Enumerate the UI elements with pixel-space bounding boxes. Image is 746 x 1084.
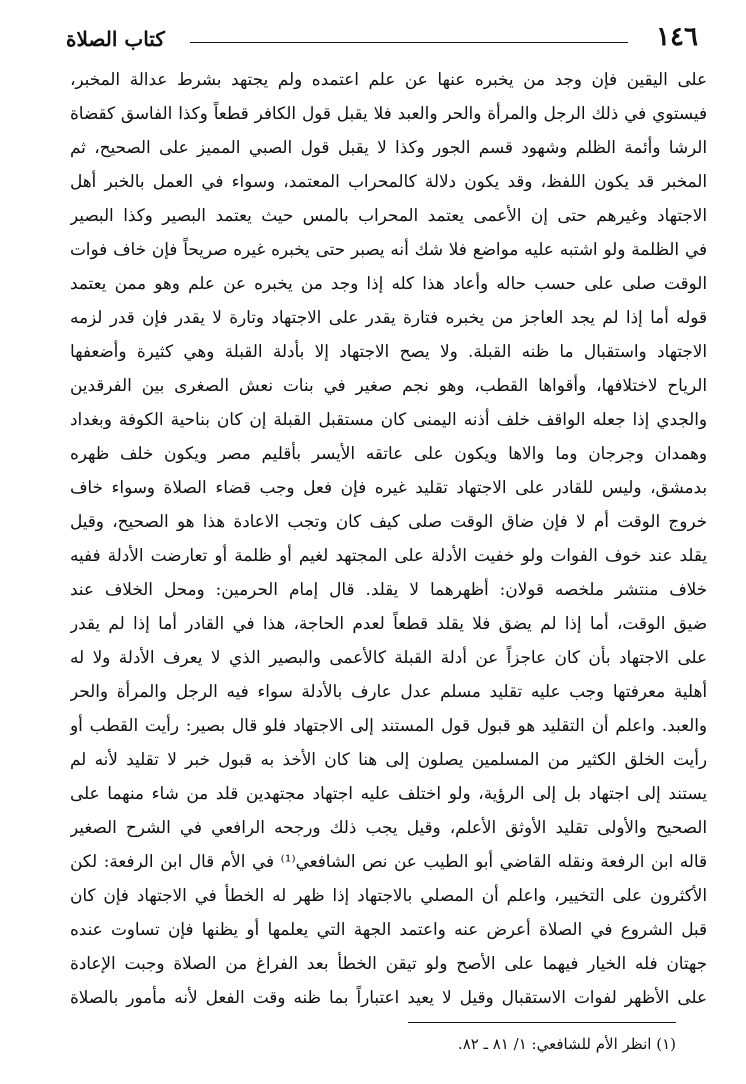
text-line: قاله ابن الرفعة ونقله القاضي أبو الطيب عن نص الشافعي⁽¹⁾ في الأم قال ابن الرفعة: لكن (70, 851, 707, 871)
text-line: والعبد. واعلم أن التقليد هو قبول قول المستند إلى الاجتهاد فلو قال بصير: رأيت القطب أو (70, 715, 707, 735)
header-rule (190, 42, 628, 43)
text-line: يقلد عند خوف الفوات ولو خفيت الأدلة على المجتهد لغيم أو ظلمة أو تعارضت الأدلة ففيه (70, 545, 707, 565)
page-number: ١٤٦ (656, 22, 698, 52)
text-line: المخبر قد يكون اللفظ، وقد يكون دلالة كالمحراب المعتمد، وسواء في العمل بالخبر أهل (70, 171, 707, 191)
page-header (38, 18, 708, 58)
text-line: خروج الوقت أم لا فإن ضاق الوقت صلى كيف كان وتجب الاعادة هذا هو الصحيح، وقيل (70, 511, 707, 531)
text-line: فيستوي في ذلك الرجل والمرأة والحر والعبد فلا يقبل قول الكافر قطعاً وكذا الفاسق كقضاة (70, 103, 707, 123)
text-line: الصحيح والأولى تقليد الأوثق الأعلم، وقيل يجب ذلك ورجحه الرافعي في الشرح الصغير (70, 817, 707, 837)
text-line: الاجتهاد واستقبال ما ظنه القبلة. ولا يصح الاجتهاد إلا بأدلة القبلة وهي كثيرة وأضعفها (70, 341, 707, 361)
text-line: جهتان فله الخيار فيهما على الأصح ولو تيقن الخطأ بعد الفراغ من الصلاة وجبت الإعادة (70, 953, 707, 973)
footnote: (١) انظر الأم للشافعي: ١/ ٨١ ـ ٨٢. (457, 1035, 676, 1053)
text-line: ضيق الوقت، أما إذا لم يضق فلا يقلد قطعاً لعدم الحاجة، هذا في القادر أما إذا لم يقدر (70, 613, 707, 633)
text-line: يستند إلى اجتهاد بل إلى الرؤية، ولو اختلف عليه اجتهاد مجتهدين قلد من شاء منهما على (70, 783, 707, 803)
body-text (70, 62, 707, 1014)
text-line: قوله أما إذا لم يجد العاجز من يخبره فتارة يقدر على الاجتهاد وتارة لا يقدر فإن قدر لزمه (70, 307, 707, 327)
text-line: الرياح لاختلافها، وأقواها القطب، وهو نجم صغير في بنات نعش الصغرى بين الفرقدين (70, 375, 707, 395)
text-line: على اليقين فإن وجد من يخبره عنها عن علم اعتمده ولم يجتهد بشرط عدالة المخبر، (70, 69, 707, 89)
running-title: كتاب الصلاة (66, 27, 165, 51)
text-line: خلاف منتشر ملخصه قولان: أظهرهما لا يقلد. قال إمام الحرمين: ومحل الخلاف عند (70, 579, 707, 599)
text-line: في الظلمة ولو اشتبه عليه مواضع فلا شك أنه يصبر حتى يخبره غيره صريحاً فإن خاف فوات (70, 239, 707, 259)
text-line: أهلية معرفتها وجب عليه تقليد مسلم عدل عارف بالأدلة سواء فيه الرجل والمرأة والحر (70, 681, 707, 701)
text-line: قبل الشروع في الصلاة أعرض عنه واعتمد الجهة التي يعلمها أو يظنها فإن تساوت عنده (70, 919, 707, 939)
text-line: الوقت صلى على حسب حاله وأعاد هذا كله إذا وجد من يخبره عن علم وهو ممن يعتمد (70, 273, 707, 293)
text-line: وهمدان وجرجان وما والاها ويكون على عاتقه الأيسر بأقليم مصر ويكون خلف ظهره (70, 443, 707, 463)
text-line: رأيت الخلق الكثير من المسلمين يصلون إلى هنا كان الأخذ به قبول خبر لا تقليد لأنه لم (70, 749, 707, 769)
text-line: على الأظهر لفوات الاستقبال وقيل لا يعيد اعتباراً بما ظنه وقت الفعل لأنه مأمور بالصلاة (70, 987, 707, 1007)
text-line: الأكثرون على التخيير، واعلم أن المصلي بالاجتهاد إذا ظهر له الخطأ في الاجتهاد فإن كان (70, 885, 707, 905)
footnote-rule (408, 1022, 676, 1023)
text-line: الاجتهاد وغيرهم حتى إن الأعمى يعتمد المحراب بالمس حيث يعتمد البصير وكذا البصير (70, 205, 707, 225)
text-line: الرشا وأئمة الظلم وشهود قسم الجور وكذا لا يقبل قول الصبي المميز على الصحيح، ثم (70, 137, 707, 157)
text-line: والجدي إذا جعله الواقف خلف أذنه اليمنى كان مستقبل القبلة إن كان بناحية الكوفة وبغداد (70, 409, 707, 429)
text-line: بدمشق، وليس للقادر على الاجتهاد تقليد غيره فإن فعل وجب قضاء الصلاة وسواء خاف (70, 477, 707, 497)
text-line: على الاجتهاد بأن كان عاجزاً عن أدلة القبلة كالأعمى والبصير الذي لا يعرف الأدلة ولا له (70, 647, 707, 667)
